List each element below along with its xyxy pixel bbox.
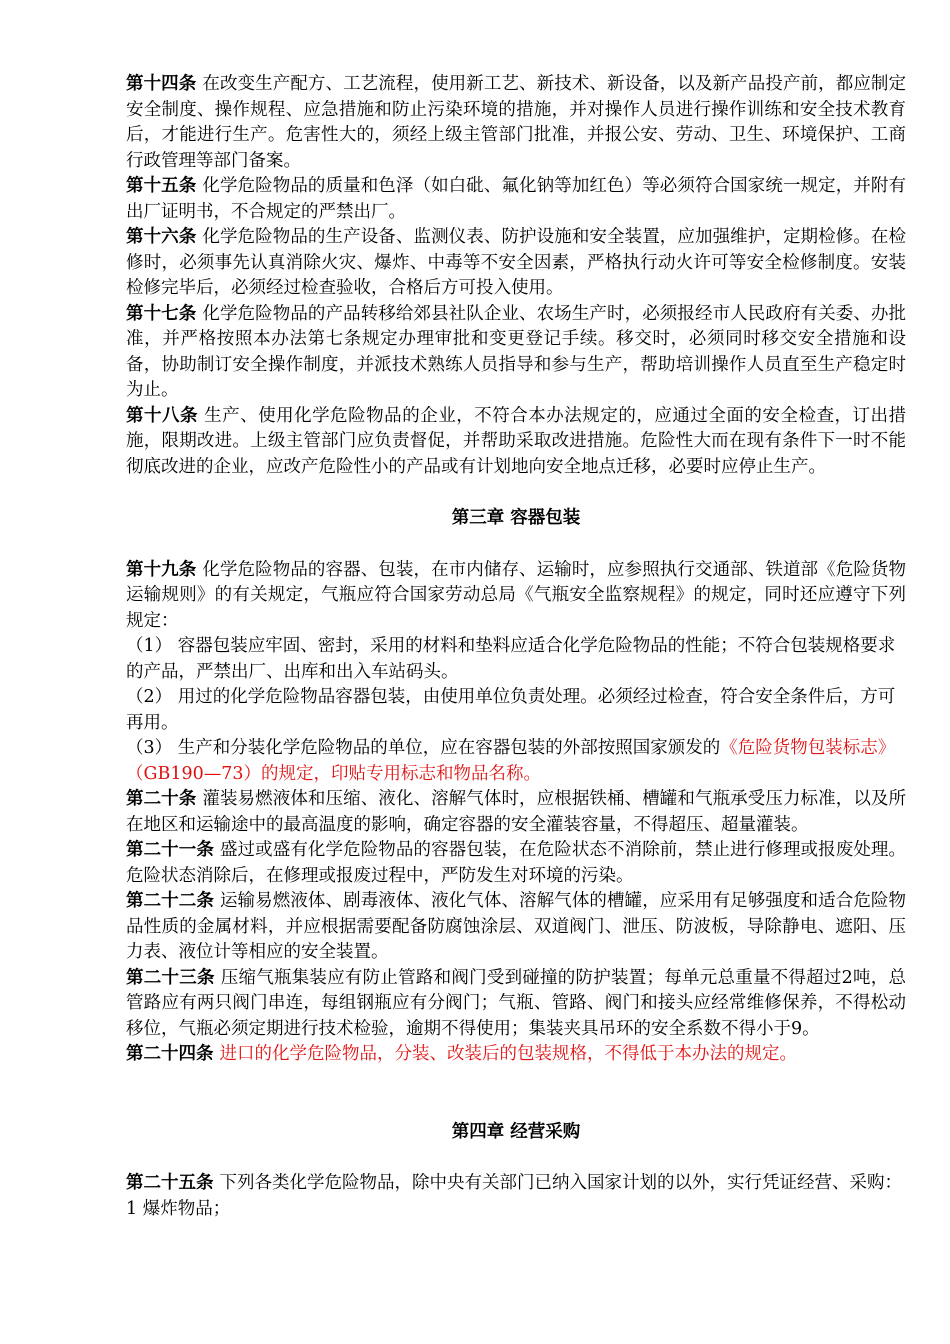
article-number: 第二十条 [126,789,197,809]
article-text: 压缩气瓶集装应有防止管路和阀门受到碰撞的防护装置；每单元总重量不得超过2吨，总管路应有两只阀门串连，每组钢瓶应有分阀门；气瓶、管路、阀门和接头应经常维修保养，不得松动移位，气瓶必须定期进行技术检验，逾期不得使用；集装夹具吊环的安全系数不得小于9。 [126,967,907,1039]
article-19 [126,558,906,635]
article-text: 化学危险物品的质量和色泽（如白砒、氟化钠等加红色）等必须符合国家统一规定，并附有出厂证明书，不合规定的严禁出厂。 [126,176,906,222]
chapter-3-title: 第三章 容器包装 [451,508,581,528]
article-text: 运输易燃液体、剧毒液体、液化气体、溶解气体的槽罐，应采用有足够强度和适合危险物品性质的金属材料，并应根据需要配备防腐蚀涂层、双道阀门、泄压、防波板，导除静电、遮阳、压力表、液位计等相应的安全装置。 [126,891,907,962]
article-number: 第二十三条 [126,967,215,988]
article-paragraph [126,302,906,404]
article-text: 生产、使用化学危险物品的企业，不符合本办法规定的，应通过全面的安全检查，订出措施，限期改进。上级主管部门应负责督促，并帮助采取改进措施。危险性大而在现有条件下一时不能彻底改进的企业，应改产危险性小的产品或有计划地向安全地点迁移，必要时应停止生产。 [126,405,907,477]
articles-section-a [126,72,906,480]
article-number: 第十九条 [126,559,197,580]
article-text: 灌装易燃液体和压缩、液化、溶解气体时，应根据铁桶、槽罐和气瓶承受压力标准，以及所在地区和运输途中的最高温度的影响，确定容器的安全灌装容量，不得超压、超量灌装。 [126,789,906,835]
article-number: 第二十四条 [126,1044,214,1064]
article-paragraph [126,966,906,1043]
article-paragraph [126,72,906,174]
article-text: 化学危险物品的生产设备、监测仪表、防护设施和安全装置，应加强维护，定期检修。在检修时，必须事先认真消除火灾、爆炸、中毒等不安全因素，严格执行动火许可等安全检修制度。安装检修完毕后，必须经过检查验收，合格后方可投入使用。 [126,227,906,298]
article-number: 第二十五条 [126,1173,214,1193]
article-text: 盛过或盛有化学危险物品的容器包装，在危险状态不消除前，禁止进行修理或报废处理。危险状态消除后，在修理或报废过程中，严防发生对环境的污染。 [126,840,907,886]
article-paragraph [126,174,906,225]
articles-section-b [126,787,906,1042]
article-paragraph [126,225,906,302]
article-text: 化学危险物品的产品转移给郊县社队企业、农场生产时，必须报经市人民政府有关委、办批准，并严格按照本办法第七条规定办理审批和变更登记手续。移交时，必须同时移交安全措施和设备，协助制订安全操作制度，并派技术熟练人员指导和参与生产，帮助培训操作人员直至生产稳定时为止。 [126,303,906,400]
article-number: 第十七条 [126,303,197,324]
item-3-text: （3） 生产和分装化学危险物品的单位，应在容器包装的外部按照国家颁发的 [126,738,721,758]
article-paragraph [126,838,906,889]
article-number: 第十八条 [126,405,199,426]
article-number: 第十六条 [126,227,197,247]
article-text: 下列各类化学危险物品，除中央有关部门已纳入国家计划的以外，实行凭证经营、采购： [219,1173,902,1193]
article-19-item-1: （1） 容器包装应牢固、密封，采用的材料和垫料应适合化学危险物品的性能；不符合包装规格要求的产品，严禁出厂、出库和出入车站码头。 [126,636,896,682]
article-paragraph [126,787,906,838]
article-24 [126,1042,906,1068]
item-3-red-text: 《危险货物包装标志》（GB190—73）的规定，印贴专用标志和物品名称。 [126,738,896,784]
article-text: 化学危险物品的容器、包装，在市内储存、运输时，应参照执行交通部、铁道部《危险货物运输规则》的有关规定，气瓶应符合国家劳动总局《气瓶安全监察规程》的规定，同时还应遵守下列规定： [126,559,906,631]
article-25-item-1: 1 爆炸物品； [126,1198,231,1219]
article-19-item-2: （2） 用过的化学危险物品容器包装，由使用单位负责处理。必须经过检查，符合安全条件后，方可再用。 [126,687,896,733]
document-page [126,72,906,1222]
chapter-4-title: 第四章 经营采购 [451,1121,581,1142]
article-number: 第二十一条 [126,840,214,860]
article-19-item-3 [126,736,906,787]
article-number: 第二十二条 [126,891,214,911]
article-paragraph [126,404,906,481]
article-text-red: 进口的化学危险物品，分装、改装后的包装规格，不得低于本办法的规定。 [219,1044,797,1064]
article-number: 第十五条 [126,176,197,196]
article-number: 第十四条 [126,74,197,94]
article-paragraph [126,889,906,966]
article-25 [126,1171,906,1197]
article-text: 在改变生产配方、工艺流程，使用新工艺、新技术、新设备，以及新产品投产前，都应制定安全制度、操作规程、应急措施和防止污染环境的措施，并对操作人员进行操作训练和安全技术教育后，才能进行生产。危害性大的，须经上级主管部门批准，并报公安、劳动、卫生、环境保护、工商行政管理等部门备案。 [126,74,906,171]
